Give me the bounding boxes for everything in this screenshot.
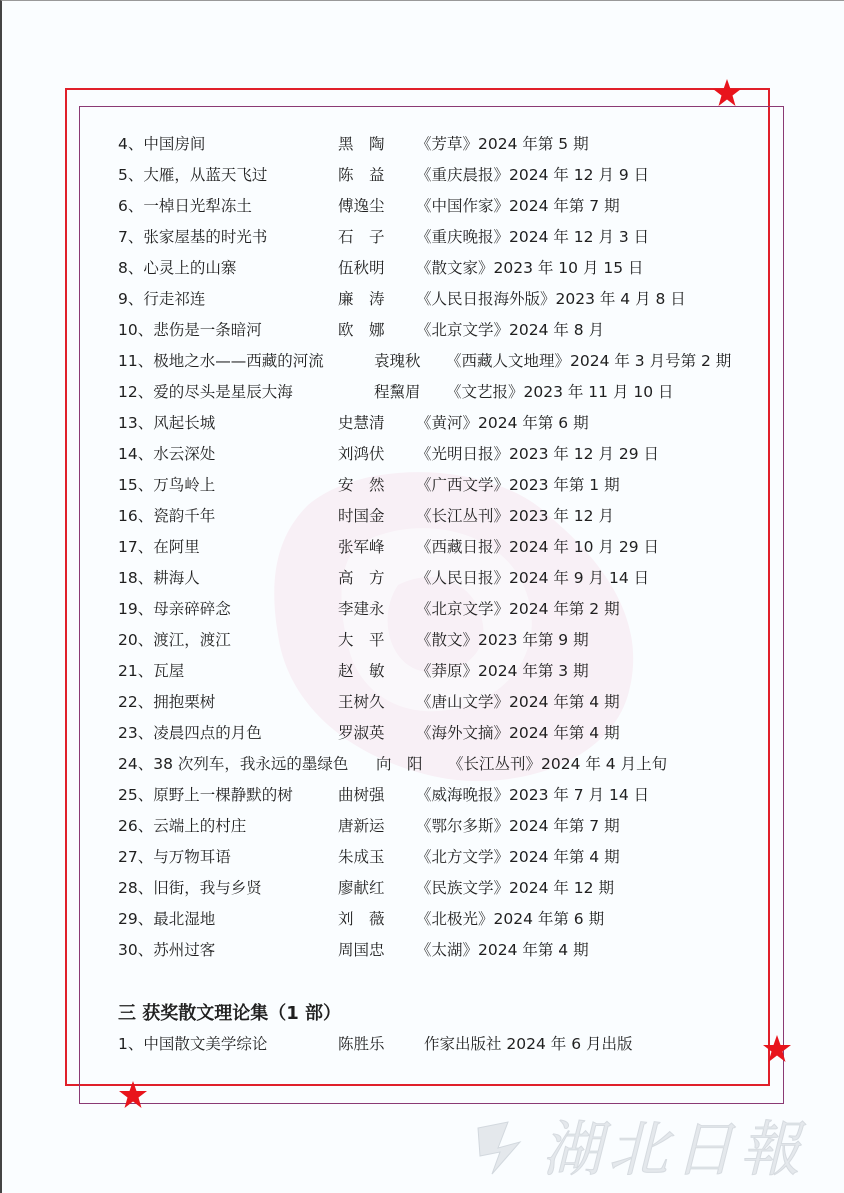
entry-title: 30、苏州过客 bbox=[118, 941, 216, 959]
entry-title: 25、原野上一棵静默的树 bbox=[118, 786, 293, 804]
entry-author: 黑 陶 bbox=[338, 135, 385, 153]
entry-source: 《人民日报》2024 年 9 月 14 日 bbox=[416, 569, 650, 587]
entry-source: 作家出版社 2024 年 6 月出版 bbox=[424, 1035, 633, 1053]
entry-author: 唐新运 bbox=[338, 817, 385, 835]
entry-title: 24、38 次列车，我永远的墨绿色 bbox=[118, 755, 349, 773]
entry-author: 王树久 bbox=[338, 693, 385, 711]
entry-author: 朱成玉 bbox=[338, 848, 385, 866]
entry-author: 赵 敏 bbox=[338, 662, 385, 680]
entry-title: 5、大雁，从蓝天飞过 bbox=[118, 166, 268, 184]
star-top-right-icon bbox=[712, 78, 742, 108]
star-bottom-right-icon bbox=[762, 1034, 792, 1064]
entry-source: 《鄂尔多斯》2024 年第 7 期 bbox=[416, 817, 620, 835]
entry-title: 14、水云深处 bbox=[118, 445, 216, 463]
entry-source: 《文艺报》2023 年 11 月 10 日 bbox=[446, 383, 674, 401]
entry-source: 《北方文学》2024 年第 4 期 bbox=[416, 848, 620, 866]
entry-author: 张军峰 bbox=[338, 538, 385, 556]
entry-title: 18、耕海人 bbox=[118, 569, 200, 587]
entry-source: 《人民日报海外版》2023 年 4 月 8 日 bbox=[416, 290, 686, 308]
entry-title: 28、旧街，我与乡贤 bbox=[118, 879, 262, 897]
entry-title: 10、悲伤是一条暗河 bbox=[118, 321, 262, 339]
star-bottom-left-icon bbox=[118, 1080, 148, 1110]
entry-author: 安 然 bbox=[338, 476, 385, 494]
entry-author: 周国忠 bbox=[338, 941, 385, 959]
entry-author: 陈 益 bbox=[338, 166, 385, 184]
entry-author: 刘鸿伏 bbox=[338, 445, 385, 463]
entry-author: 廖献红 bbox=[338, 879, 385, 897]
entry-author: 程黧眉 bbox=[374, 383, 421, 401]
entry-source: 《中国作家》2024 年第 7 期 bbox=[416, 197, 620, 215]
entry-author: 向 阳 bbox=[376, 755, 423, 773]
entry-author: 曲树强 bbox=[338, 786, 385, 804]
entry-title: 20、渡江，渡江 bbox=[118, 631, 231, 649]
entry-title: 22、拥抱栗树 bbox=[118, 693, 216, 711]
entry-title: 1、中国散文美学综论 bbox=[118, 1035, 268, 1053]
entry-title: 19、母亲碎碎念 bbox=[118, 600, 231, 618]
watermark-text: 湖北日報 bbox=[542, 1115, 806, 1185]
entry-author: 袁瑰秋 bbox=[374, 352, 421, 370]
entry-author: 李建永 bbox=[338, 600, 385, 618]
entry-title: 6、一棹日光犁冻土 bbox=[118, 197, 252, 215]
entry-source: 《民族文学》2024 年 12 期 bbox=[416, 879, 614, 897]
entry-source: 《重庆晨报》2024 年 12 月 9 日 bbox=[416, 166, 650, 184]
entry-author: 廉 涛 bbox=[338, 290, 385, 308]
entry-source: 《西藏日报》2024 年 10 月 29 日 bbox=[416, 538, 660, 556]
entry-source: 《北极光》2024 年第 6 期 bbox=[416, 910, 605, 928]
entry-title: 9、行走祁连 bbox=[118, 290, 206, 308]
entry-title: 27、与万物耳语 bbox=[118, 848, 231, 866]
entry-source: 《重庆晚报》2024 年 12 月 3 日 bbox=[416, 228, 650, 246]
entry-source: 《黄河》2024 年第 6 期 bbox=[416, 414, 589, 432]
entry-title: 17、在阿里 bbox=[118, 538, 200, 556]
entry-title: 23、凌晨四点的月色 bbox=[118, 724, 262, 742]
entry-author: 大 平 bbox=[338, 631, 385, 649]
entry-source: 《北京文学》2024 年 8 月 bbox=[416, 321, 605, 339]
entry-author: 罗淑英 bbox=[338, 724, 385, 742]
entry-author: 伍秋明 bbox=[338, 259, 385, 277]
entry-author: 史慧清 bbox=[338, 414, 385, 432]
entry-source: 《海外文摘》2024 年第 4 期 bbox=[416, 724, 620, 742]
entry-source: 《莽原》2024 年第 3 期 bbox=[416, 662, 589, 680]
entry-source: 《威海晚报》2023 年 7 月 14 日 bbox=[416, 786, 650, 804]
entry-title: 15、万鸟岭上 bbox=[118, 476, 216, 494]
entry-title: 16、瓷韵千年 bbox=[118, 507, 216, 525]
entry-author: 傅逸尘 bbox=[338, 197, 385, 215]
entry-author: 时国金 bbox=[338, 507, 385, 525]
hubei-daily-watermark bbox=[472, 1108, 832, 1188]
entry-source: 《西藏人文地理》2024 年 3 月号第 2 期 bbox=[446, 352, 732, 370]
entry-source: 《唐山文学》2024 年第 4 期 bbox=[416, 693, 620, 711]
entry-source: 《长江丛刊》2023 年 12 月 bbox=[416, 507, 614, 525]
section-heading: 三 获奖散文理论集（1 部） bbox=[118, 1003, 342, 1024]
entry-title: 11、极地之水——西藏的河流 bbox=[118, 352, 324, 370]
entry-source: 《太湖》2024 年第 4 期 bbox=[416, 941, 589, 959]
entry-author: 石 子 bbox=[338, 228, 385, 246]
entry-author: 刘 薇 bbox=[338, 910, 385, 928]
entry-source: 《芳草》2024 年第 5 期 bbox=[416, 135, 589, 153]
entry-title: 7、张家屋基的时光书 bbox=[118, 228, 268, 246]
entry-title: 26、云端上的村庄 bbox=[118, 817, 247, 835]
entry-source: 《长江丛刊》2024 年 4 月上旬 bbox=[448, 755, 668, 773]
entry-source: 《北京文学》2024 年第 2 期 bbox=[416, 600, 620, 618]
entry-title: 12、爱的尽头是星辰大海 bbox=[118, 383, 293, 401]
entry-source: 《光明日报》2023 年 12 月 29 日 bbox=[416, 445, 660, 463]
entry-title: 8、心灵上的山寨 bbox=[118, 259, 237, 277]
entry-source: 《散文家》2023 年 10 月 15 日 bbox=[416, 259, 644, 277]
entry-title: 13、风起长城 bbox=[118, 414, 216, 432]
entry-title: 4、中国房间 bbox=[118, 135, 206, 153]
entry-source: 《广西文学》2023 年第 1 期 bbox=[416, 476, 620, 494]
entry-source: 《散文》2023 年第 9 期 bbox=[416, 631, 589, 649]
entry-author: 陈胜乐 bbox=[338, 1035, 385, 1053]
entry-title: 21、瓦屋 bbox=[118, 662, 185, 680]
entry-author: 高 方 bbox=[338, 569, 385, 587]
entry-title: 29、最北湿地 bbox=[118, 910, 216, 928]
entry-author: 欧 娜 bbox=[338, 321, 385, 339]
